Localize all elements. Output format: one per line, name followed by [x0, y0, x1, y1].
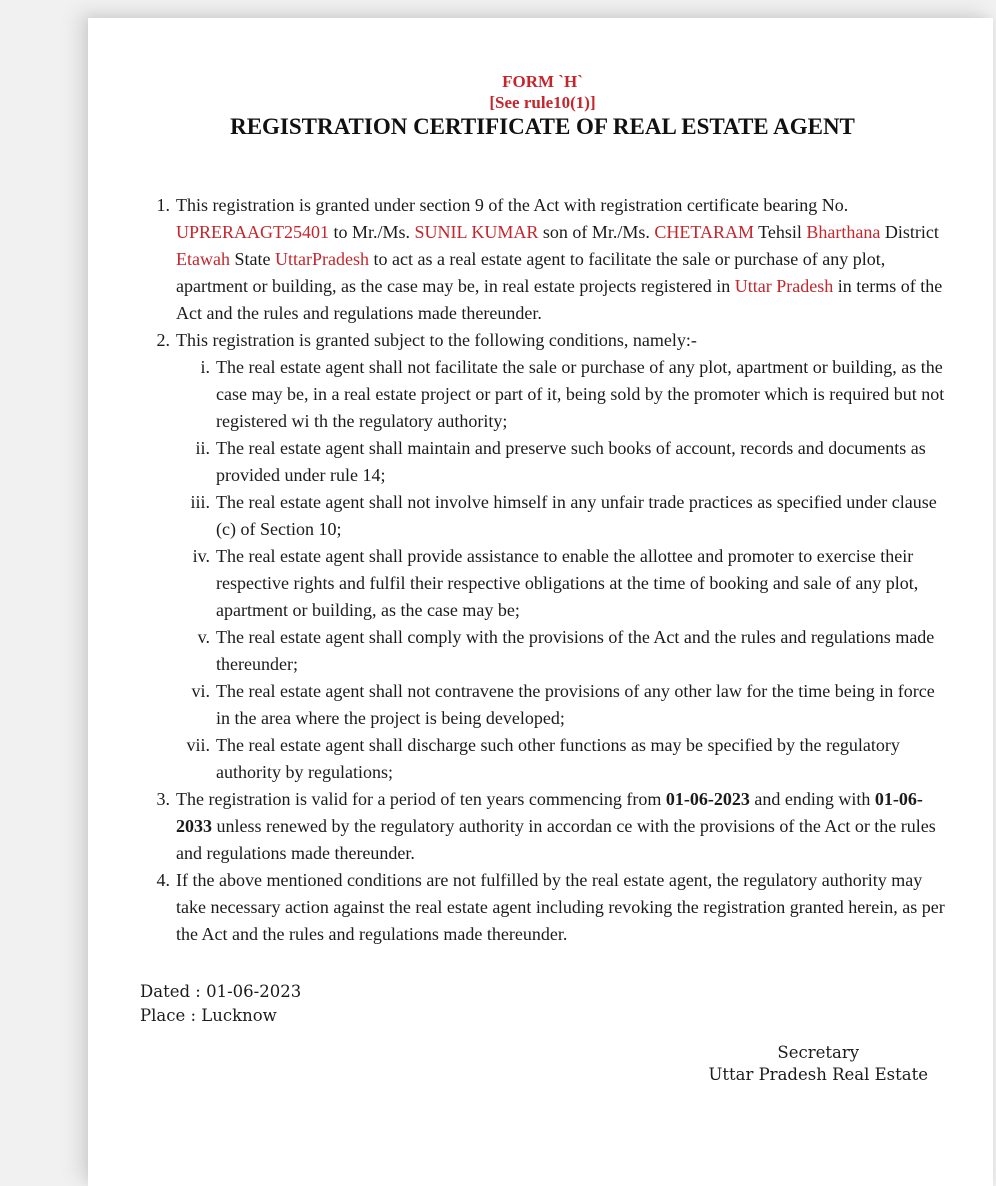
text-segment-red: Bharthana	[806, 222, 881, 242]
text-segment-red: Uttar Pradesh	[734, 276, 834, 296]
text-segment-red: CHETARAM	[654, 222, 754, 242]
text-segment: District	[880, 222, 939, 242]
text-segment-red: SUNIL KUMAR	[414, 222, 539, 242]
text-segment: The real estate agent shall not involve himself in any unfair trade practices as specified under clause (c) of Section 10;	[216, 492, 937, 539]
subitem-number: v.	[197, 627, 210, 647]
condition-subitem	[140, 543, 945, 624]
text-segment: The registration is valid for a period of ten years commencing from	[176, 789, 666, 809]
subitem-text	[216, 732, 945, 786]
condition-item	[140, 786, 945, 867]
condition-item	[140, 867, 945, 948]
text-segment: State	[229, 249, 275, 269]
condition-subitem	[140, 624, 945, 678]
subitem-text	[216, 624, 945, 678]
text-segment: The real estate agent shall provide assistance to enable the allottee and promoter to exercise their respective rights and fulfil their respective obligations at the time of booking and sale of any plot, apartment or building, as the case may be;	[216, 546, 919, 620]
text-segment: son of Mr./Ms.	[538, 222, 655, 242]
item-text	[176, 192, 945, 327]
text-segment-red: UPRERAAGT25401	[176, 222, 330, 242]
certificate-page	[88, 18, 993, 1186]
text-segment: Tehsil	[753, 222, 807, 242]
subitem-number: vi.	[191, 681, 210, 701]
subitem-number: iii.	[190, 492, 210, 512]
certificate-title: REGISTRATION CERTIFICATE OF REAL ESTATE AGENT	[230, 114, 855, 139]
text-segment: The real estate agent shall comply with the provisions of the Act and the rules and regulations made thereunder;	[216, 627, 935, 674]
dated-line: Dated : 01-06-2023	[140, 982, 302, 1001]
condition-subitem	[140, 732, 945, 786]
subitem-text	[216, 354, 945, 435]
text-segment: to Mr./Ms.	[329, 222, 415, 242]
signature-title: Secretary	[777, 1043, 860, 1062]
item-number: 1.	[156, 195, 170, 215]
text-segment: The real estate agent shall maintain and preserve such books of account, records and documents as provided under rule 14;	[216, 438, 926, 485]
text-segment: in terms of the Act and the rules and regulations made thereunder.	[176, 276, 943, 323]
subitem-text	[216, 489, 945, 543]
text-segment-red: UttarPradesh	[274, 249, 369, 269]
text-segment: The real estate agent shall not contravene the provisions of any other law for the time being in force in the area where the project is being developed;	[216, 681, 935, 728]
subitem-number: vii.	[186, 735, 210, 755]
item-text	[176, 786, 945, 867]
text-segment: This registration is granted subject to the following conditions, namely:-	[176, 330, 697, 350]
form-title: FORM `H`	[502, 72, 583, 91]
conditions-list	[140, 192, 945, 948]
item-number: 4.	[156, 870, 170, 890]
item-number: 3.	[156, 789, 170, 809]
condition-subitem	[140, 489, 945, 543]
text-segment-bold: 01-06-2023	[665, 789, 750, 809]
subitem-number: iv.	[192, 546, 210, 566]
subitem-text	[216, 678, 945, 732]
document-header	[140, 71, 945, 140]
subitem-text	[216, 435, 945, 489]
condition-subitem	[140, 435, 945, 489]
rule-reference: [See rule10(1)]	[489, 93, 596, 112]
document-footer	[140, 980, 945, 1084]
subitem-text	[216, 543, 945, 624]
item-text	[176, 867, 945, 948]
condition-item	[140, 327, 945, 354]
text-segment: If the above mentioned conditions are not fulfilled by the real estate agent, the regulatory authority may take necessary action against the real estate agent including revoking the registration granted herein, as per the Act and the rules and regulations made thereunder.	[176, 870, 945, 944]
text-segment: The real estate agent shall discharge such other functions as may be specified by the regulatory authority by regulations;	[216, 735, 900, 782]
condition-subitem	[140, 354, 945, 435]
place-line: Place : Lucknow	[140, 1006, 277, 1025]
text-segment: unless renewed by the regulatory authority in accordan ce with the provisions of the Act or the rules and regulations made thereunder.	[176, 816, 936, 863]
signature-org: Uttar Pradesh Real Estate	[708, 1065, 928, 1084]
item-text	[176, 327, 945, 354]
text-segment-bold: 01-06-2033	[176, 789, 923, 836]
text-segment: This registration is granted under section 9 of the Act with registration certificate bearing No.	[176, 195, 849, 215]
text-segment: The real estate agent shall not facilitate the sale or purchase of any plot, apartment or building, as the case may be, in a real estate project or part of it, being sold by the promoter which is required but not registered wi th the regulatory authority;	[216, 357, 945, 431]
condition-item	[140, 192, 945, 327]
text-segment-red: Etawah	[176, 249, 230, 269]
subitem-number: i.	[200, 357, 210, 377]
condition-subitem	[140, 678, 945, 732]
item-number: 2.	[156, 330, 170, 350]
text-segment: and ending with	[749, 789, 875, 809]
signature-block	[708, 1042, 928, 1086]
text-segment: to act as a real estate agent to facilitate the sale or purchase of any plot, apartment or building, as the case may be, in real estate projects registered in	[176, 249, 886, 296]
subitem-number: ii.	[195, 438, 210, 458]
